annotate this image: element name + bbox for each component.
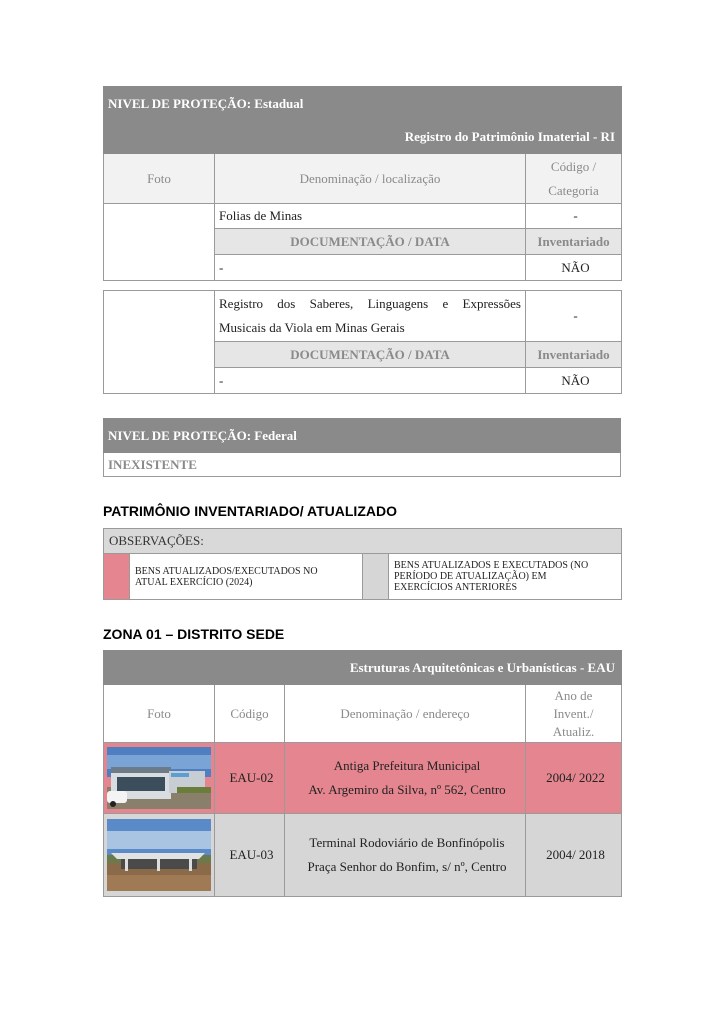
registro-label: Registro do Patrimônio Imaterial - RI — [404, 129, 616, 144]
item-row — [104, 291, 622, 342]
doc-value: - — [215, 368, 526, 394]
doc-label: DOCUMENTAÇÃO / DATA — [215, 229, 526, 255]
col-codigo-line1: Código / — [550, 158, 597, 174]
legend-grey-line3: EXERCÍCIOS ANTERIORES — [394, 582, 518, 593]
col-codigo-line2: Categoria — [548, 182, 599, 198]
eau-endereco: Praça Senhor do Bonfim, s/ nº, Centro — [307, 859, 507, 874]
col-ano-line1: Ano de — [554, 687, 593, 703]
legend-grey-swatch — [363, 554, 389, 600]
eau-nome: Antiga Prefeitura Municipal — [333, 758, 481, 773]
legend-pink-line2: ATUAL EXERCÍCIO (2024) — [135, 576, 253, 588]
eau-codigo: EAU-03 — [215, 814, 285, 897]
doc-value: - — [215, 255, 526, 281]
denominacao-line1: Registro dos Saberes, Linguagens e Expressões — [219, 296, 521, 311]
observacoes-label: OBSERVAÇÕES: — [104, 529, 622, 554]
col-denominacao: Denominação / endereço — [285, 685, 526, 743]
col-codigo — [526, 154, 622, 204]
bus-terminal-photo-icon — [107, 819, 211, 891]
federal-value: INEXISTENTE — [104, 453, 621, 477]
eau-ano: 2004/ 2018 — [526, 814, 622, 897]
col-ano-line2: Invent./ — [553, 705, 594, 721]
eau-nome: Terminal Rodoviário de Bonfinópolis — [309, 835, 505, 850]
building-photo-icon — [107, 747, 211, 809]
legend-grey-text — [389, 554, 622, 600]
eau-endereco: Av. Argemiro da Silva, nº 562, Centro — [308, 782, 506, 797]
eau-denominacao — [285, 814, 526, 897]
col-ano — [526, 685, 622, 743]
denominacao-line2: Musicais da Viola em Minas Gerais — [219, 320, 405, 335]
legend-row — [104, 554, 622, 600]
legend-grey-line1: BENS ATUALIZADOS E EXECUTADOS (NO — [394, 560, 589, 571]
federal-table — [103, 418, 621, 477]
legend-pink-text — [130, 554, 363, 600]
photo-cell — [104, 743, 215, 814]
inv-value: NÃO — [526, 255, 622, 281]
eau-title-row — [104, 651, 622, 685]
zona-heading: ZONA 01 – DISTRITO SEDE — [103, 626, 285, 642]
estadual-header-row — [104, 87, 622, 154]
doc-label: DOCUMENTAÇÃO / DATA — [215, 342, 526, 368]
col-ano-line3: Atualiz. — [552, 723, 595, 739]
eau-codigo: EAU-02 — [215, 743, 285, 814]
item-codigo: - — [526, 291, 622, 342]
legend-pink-swatch — [104, 554, 130, 600]
eau-denominacao — [285, 743, 526, 814]
eau-table — [103, 650, 622, 897]
col-foto: Foto — [104, 685, 215, 743]
eau-ano: 2004/ 2022 — [526, 743, 622, 814]
estadual-col-headers — [104, 154, 622, 204]
col-foto: Foto — [104, 154, 215, 204]
nivel-estadual-label: NIVEL DE PROTEÇÃO: Estadual — [108, 96, 304, 111]
table-row — [104, 743, 622, 814]
eau-col-headers — [104, 685, 622, 743]
inventariado-heading: PATRIMÔNIO INVENTARIADO/ ATUALIZADO — [103, 503, 397, 519]
federal-value-row — [104, 453, 621, 477]
item-codigo: - — [526, 204, 622, 229]
table-row — [104, 814, 622, 897]
inv-label: Inventariado — [526, 342, 622, 368]
estadual-item2-table — [103, 290, 622, 394]
photo-empty — [104, 204, 215, 281]
item-row — [104, 204, 622, 229]
legend-grey-line2: PERÍODO DE ATUALIZAÇÃO) EM — [394, 571, 547, 582]
eau-title: Estruturas Arquitetônicas e Urbanísticas - EAU — [104, 651, 622, 685]
col-denominacao: Denominação / localização — [215, 154, 526, 204]
legend-pink-line1: BENS ATUALIZADOS/EXECUTADOS NO — [135, 565, 318, 577]
inv-value: NÃO — [526, 368, 622, 394]
estadual-table — [103, 86, 622, 281]
nivel-federal-label: NIVEL DE PROTEÇÃO: Federal — [104, 419, 621, 453]
photo-empty — [104, 291, 215, 394]
item-denominacao — [215, 291, 526, 342]
inv-label: Inventariado — [526, 229, 622, 255]
federal-header-row — [104, 419, 621, 453]
col-codigo: Código — [215, 685, 285, 743]
observacoes-table — [103, 528, 622, 600]
item-denominacao: Folias de Minas — [215, 204, 526, 229]
photo-cell — [104, 814, 215, 897]
observacoes-header-row — [104, 529, 622, 554]
